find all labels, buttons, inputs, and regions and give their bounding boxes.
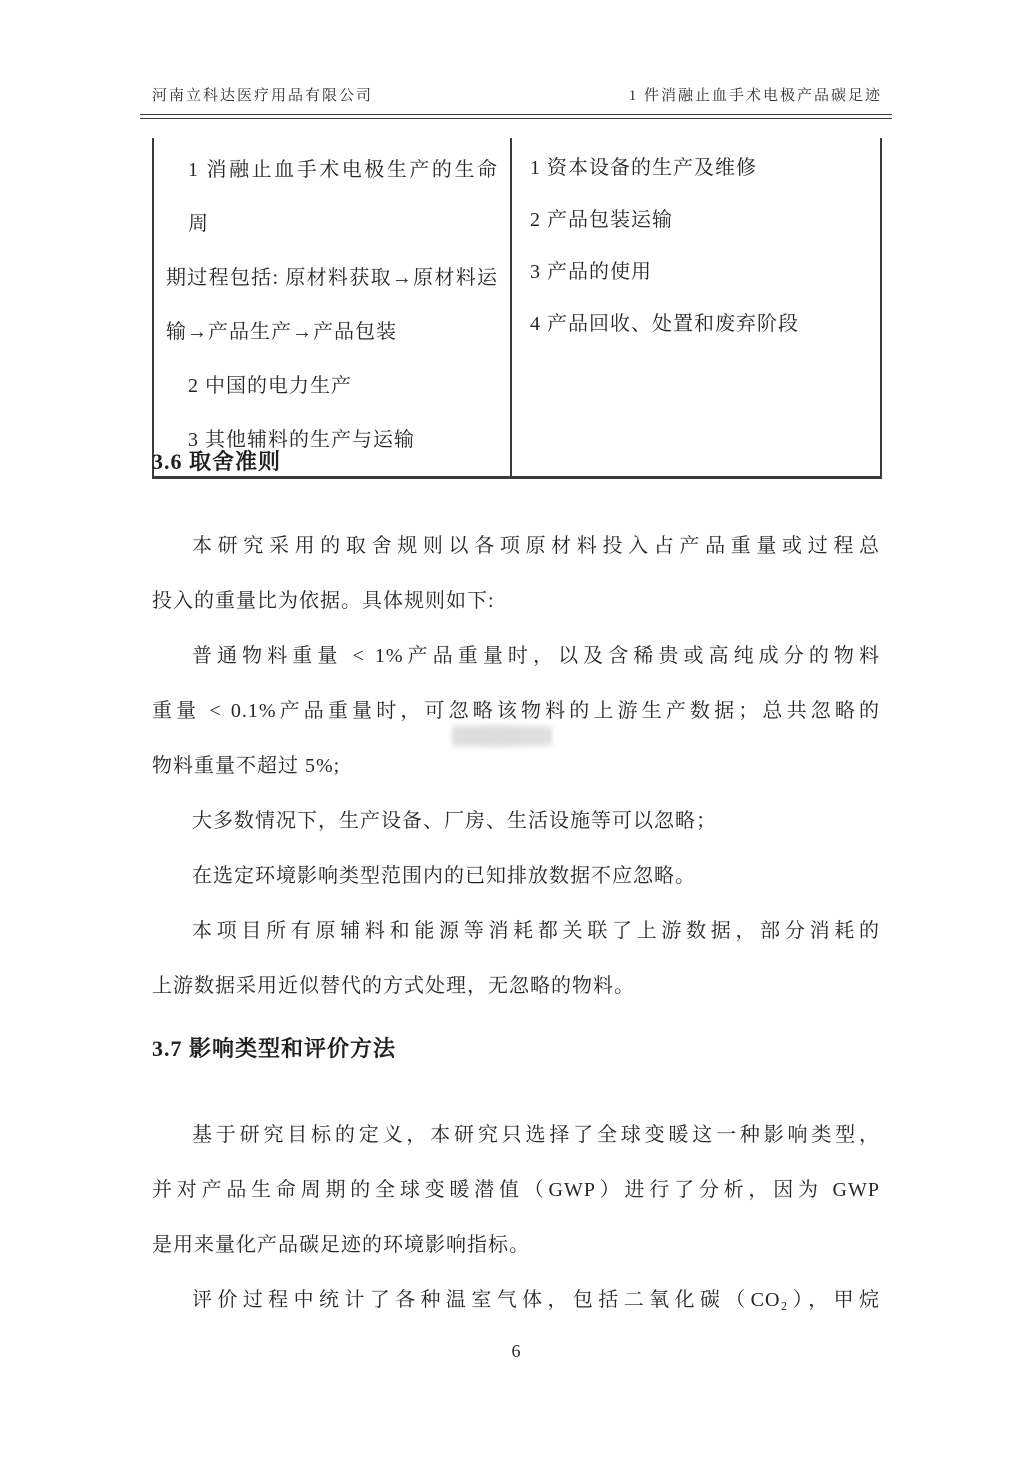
header-doc-title: 1 件消融止血手术电极产品碳足迹 [628, 88, 882, 104]
paragraph-line: 并对产品生命周期的全球变暖潜值（GWP）进行了分析，因为 GWP [152, 1179, 880, 1201]
included-stage-line: 输→产品生产→产品包装 [166, 321, 397, 343]
paragraph-line: 物料重量不超过 5%; [152, 755, 341, 777]
table-cell-excluded-stages [512, 138, 880, 476]
paragraph [152, 904, 880, 1014]
excluded-stage-line: 3 产品的使用 [530, 261, 652, 283]
included-stage-line: 期过程包括: 原材料获取→原材料运 [166, 267, 498, 289]
paragraph-line: 重量 < 0.1%产品重量时，可忽略该物料的上游生产数据；总共忽略的 [152, 700, 880, 722]
header-company: 河南立科达医疗用品有限公司 [152, 88, 374, 104]
heading-3-6: 3.6 取舍准则 [152, 449, 282, 474]
excluded-stage-line: 4 产品回收、处置和废弃阶段 [530, 313, 799, 335]
paragraph-line: 基于研究目标的定义，本研究只选择了全球变暖这一种影响类型， [192, 1124, 880, 1146]
paragraph-line: 大多数情况下，生产设备、厂房、生活设施等可以忽略； [192, 810, 717, 832]
paragraph [152, 519, 880, 629]
excluded-stage-line: 2 产品包装运输 [530, 209, 673, 231]
table-cell-included-stages [154, 138, 512, 476]
heading-3-7: 3.7 影响类型和评价方法 [152, 1036, 397, 1061]
paragraph-line: 上游数据采用近似替代的方式处理，无忽略的物料。 [152, 975, 635, 997]
paragraph-line: 本研究采用的取舍规则以各项原材料投入占产品重量或过程总 [192, 535, 880, 557]
paragraph-line: 投入的重量比为依据。具体规则如下: [152, 590, 495, 612]
paragraph [152, 849, 880, 904]
included-stage-line: 1 消融止血手术电极生产的生命周 [188, 159, 498, 235]
paragraph-line: 本项目所有原辅料和能源等消耗都关联了上游数据，部分消耗的 [192, 920, 880, 942]
paragraph-line: 评价过程中统计了各种温室气体，包括二氧化碳（CO₂），甲烷 [192, 1289, 880, 1311]
watermark-smudge [452, 720, 552, 752]
included-stage-line: 2 中国的电力生产 [188, 375, 352, 397]
paragraph-line: 在选定环境影响类型范围内的已知排放数据不应忽略。 [192, 865, 696, 887]
paragraph [152, 1108, 880, 1273]
paragraph [152, 794, 880, 849]
paragraph [152, 629, 880, 794]
lifecycle-stages-table [152, 138, 882, 479]
header-rule [140, 114, 892, 119]
paragraph-line: 是用来量化产品碳足迹的环境影响指标。 [152, 1234, 530, 1256]
document-body [152, 445, 880, 1366]
included-stage-line: 3 其他辅料的生产与运输 [188, 429, 415, 451]
paragraph [152, 1273, 880, 1328]
page-number: 6 [511, 1341, 521, 1361]
page-header [152, 84, 882, 105]
excluded-stage-line: 1 资本设备的生产及维修 [530, 157, 757, 179]
paragraph-line: 普通物料重量 < 1%产品重量时，以及含稀贵或高纯成分的物料 [192, 645, 880, 667]
